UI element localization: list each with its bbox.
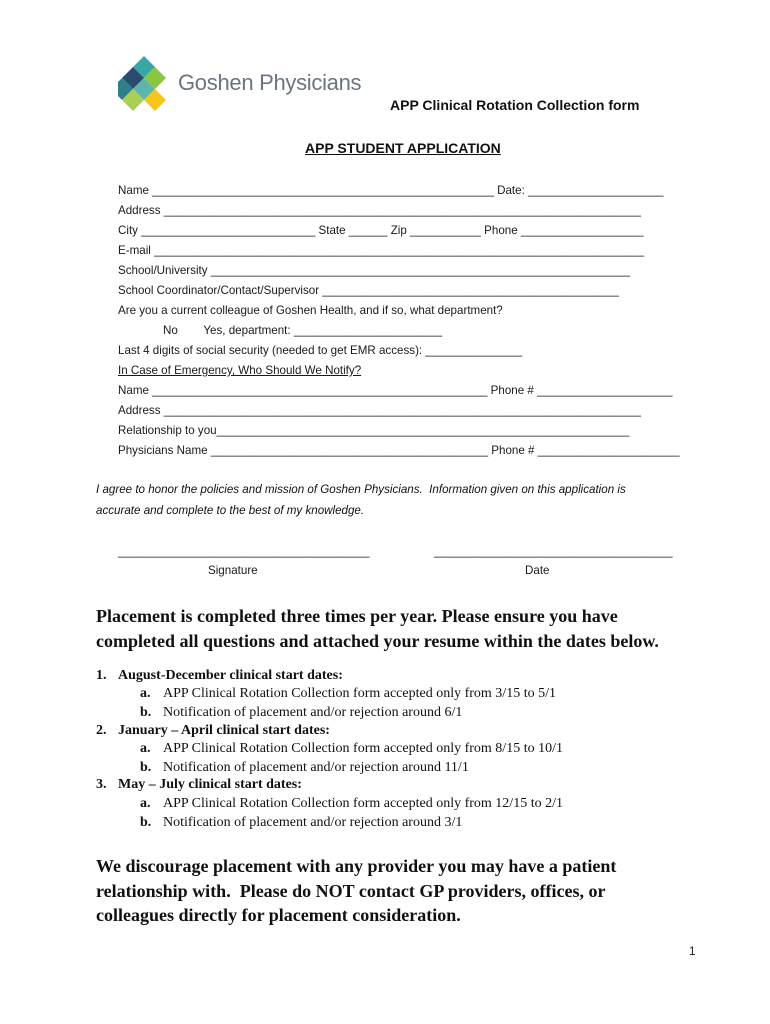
- date-label: Date: [525, 564, 550, 577]
- session-3-a: a. APP Clinical Rotation Collection form accepted only from 12/15 to 2/1: [140, 796, 563, 811]
- placement-heading-1: Placement is completed three times per year. Please ensure you have: [96, 606, 618, 626]
- field-city-state-zip-phone[interactable]: City ___________________________ State ______ Zip ___________ Phone ___________________: [118, 224, 644, 237]
- session-3-b: b. Notification of placement and/or rejection around 3/1: [140, 815, 463, 830]
- session-3-title: 3. May – July clinical start dates:: [96, 777, 302, 792]
- logo-text: Goshen Physicians: [178, 70, 362, 95]
- session-2-a: a. APP Clinical Rotation Collection form accepted only from 8/15 to 10/1: [140, 741, 563, 756]
- signature-line[interactable]: _______________________________________: [118, 545, 370, 558]
- logo: [118, 56, 362, 112]
- session-1-b: b. Notification of placement and/or rejection around 6/1: [140, 705, 463, 720]
- goshen-logo-icon: [118, 56, 170, 112]
- emergency-heading: In Case of Emergency, Who Should We Notify?: [118, 364, 362, 377]
- field-physician-name-phone[interactable]: Physicians Name ___________________________________________ Phone # ______________________: [118, 444, 680, 457]
- session-2-b: b. Notification of placement and/or rejection around 11/1: [140, 760, 469, 775]
- agreement-line-2: accurate and complete to the best of my knowledge.: [96, 504, 365, 517]
- discourage-line-2: relationship with. Please do NOT contact GP providers, offices, or: [96, 881, 606, 901]
- field-relationship[interactable]: Relationship to you________________________________________________________________: [118, 424, 630, 437]
- field-school[interactable]: School/University _________________________________________________________________: [118, 264, 630, 277]
- field-name-date[interactable]: Name _____________________________________________________ Date: _____________________: [118, 184, 664, 197]
- discourage-line-3: colleagues directly for placement consideration.: [96, 905, 461, 925]
- form-title: APP Clinical Rotation Collection form: [390, 97, 640, 113]
- field-emergency-name-phone[interactable]: Name ____________________________________________________ Phone # _____________________: [118, 384, 673, 397]
- session-1-title: 1. August-December clinical start dates:: [96, 668, 343, 683]
- signature-label: Signature: [208, 564, 258, 577]
- question-colleague: Are you a current colleague of Goshen Health, and if so, what department?: [118, 304, 503, 317]
- field-address[interactable]: Address __________________________________________________________________________: [118, 204, 641, 217]
- field-email[interactable]: E-mail ____________________________________________________________________________: [118, 244, 645, 257]
- date-line[interactable]: _____________________________________: [434, 545, 673, 558]
- session-1-a: a. APP Clinical Rotation Collection form accepted only from 3/15 to 5/1: [140, 686, 556, 701]
- field-colleague-department[interactable]: No Yes, department: _______________________: [163, 324, 443, 337]
- form-subtitle: APP STUDENT APPLICATION: [305, 140, 501, 156]
- field-ssn-last4[interactable]: Last 4 digits of social security (needed to get EMR access): _______________: [118, 344, 523, 357]
- session-2-title: 2. January – April clinical start dates:: [96, 723, 330, 738]
- discourage-line-1: We discourage placement with any provider you may have a patient: [96, 856, 617, 876]
- field-school-coordinator[interactable]: School Coordinator/Contact/Supervisor ______________________________________________: [118, 284, 619, 297]
- field-emergency-address[interactable]: Address __________________________________________________________________________: [118, 404, 641, 417]
- placement-heading-2: completed all questions and attached your resume within the dates below.: [96, 631, 659, 651]
- page-number: 1: [689, 945, 696, 958]
- agreement-line-1: I agree to honor the policies and mission of Goshen Physicians. Information given on this application is: [96, 483, 626, 496]
